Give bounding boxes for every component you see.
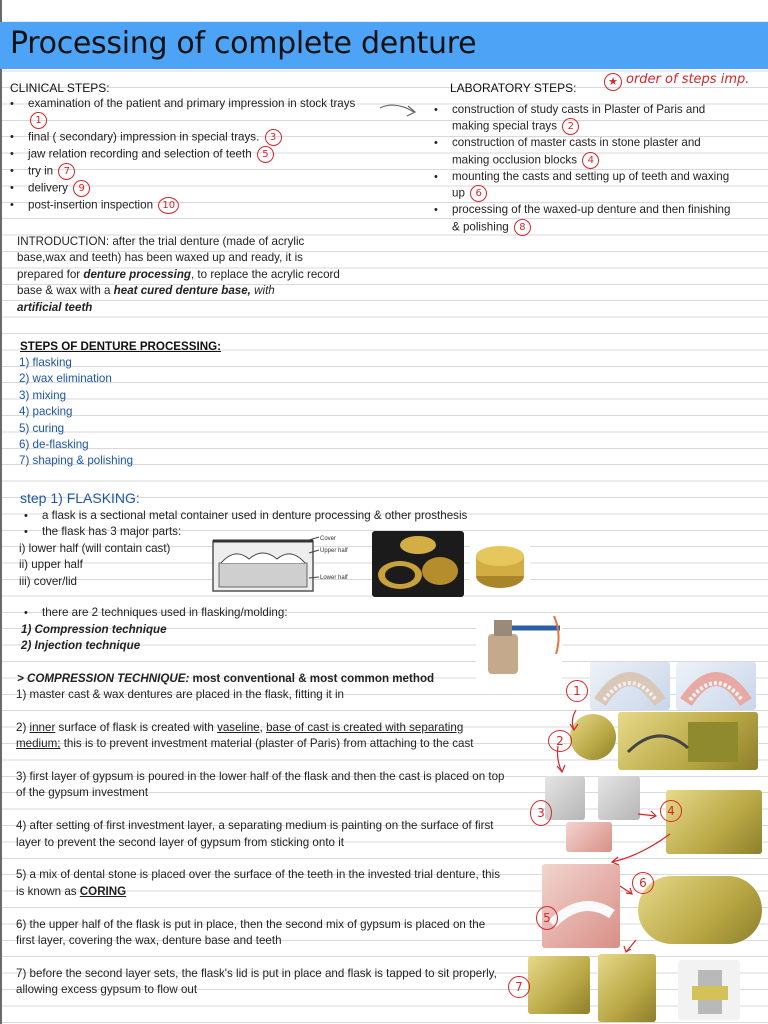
figure-mark: 1	[566, 680, 588, 702]
compression-step: 7) before the second layer sets, the flask's lid is put in place and flask is tapped to sit properly, allowing excess gypsum to flow out	[16, 966, 497, 997]
annotation-circle: 2	[562, 118, 579, 135]
injection-flask-photo	[476, 614, 562, 680]
annotation-circle: 9	[73, 180, 90, 197]
steps-list	[19, 355, 133, 470]
flasking-heading: step 1) FLASKING:	[20, 490, 140, 506]
arrow-icon	[520, 690, 768, 990]
flask-part: iii) cover/lid	[19, 574, 77, 588]
page-title: Processing of complete denture	[10, 26, 477, 61]
compression-step: 4) after setting of first investment layer, a separating medium is painting on the surface of first layer to prevent the second layer of gypsum from sticking onto it	[16, 819, 494, 849]
intro-text: , to replace the acrylic record base & wax with a	[17, 267, 340, 298]
flasking-bullet: • the flask has 3 major parts:	[20, 524, 520, 540]
clinical-item: • delivery 9	[6, 180, 366, 197]
compression-step: 1) master cast & wax dentures are placed in the flask, fitting it in	[16, 688, 344, 701]
compression-step: 5) a mix of dental stone is placed over the surface of the teeth in the invested trial denture, this is known as CORING	[16, 868, 500, 898]
laboratory-heading: LABORATORY STEPS:	[450, 81, 577, 95]
page-margin-rule	[0, 0, 2, 1024]
step-item: 6) de-flasking	[19, 437, 89, 451]
steps-heading: STEPS OF DENTURE PROCESSING:	[20, 340, 221, 353]
annotation-circle: 4	[582, 152, 599, 169]
figure-mark: 4	[660, 800, 682, 822]
laboratory-list	[430, 102, 740, 236]
flasking-bullet: • a flask is a sectional metal container used in denture processing & other prosthesis	[20, 508, 520, 524]
annotation-circle: 1	[30, 112, 47, 129]
flask-part: ii) upper half	[19, 558, 83, 572]
clinical-item: • try in 7	[6, 163, 366, 180]
figure-mark: 2	[548, 730, 572, 752]
star-circle-icon: ★	[604, 72, 622, 91]
intro-emphasis: artificial teeth	[17, 300, 93, 314]
laboratory-item: • construction of master casts in stone plaster and making occlusion blocks 4	[430, 135, 740, 168]
flask-parts-photo	[372, 531, 464, 597]
annotation-circle: 5	[257, 146, 274, 163]
intro-text: with	[250, 284, 275, 298]
compression-heading	[17, 671, 434, 687]
clinical-heading: CLINICAL STEPS:	[10, 81, 110, 95]
annotation-circle: 7	[58, 163, 75, 180]
intro-emphasis: denture processing	[83, 267, 191, 281]
compression-heading-rest: most conventional & most common method	[189, 672, 435, 685]
annotation-circle: 3	[265, 129, 282, 146]
compression-steps	[16, 687, 506, 1015]
diagram-label-lower: Lower half	[320, 575, 348, 581]
figure-mark: 5	[536, 906, 558, 930]
arrow-icon	[378, 100, 418, 122]
intro-text: INTRODUCTION: after the trial denture (made of acrylic base,wax and teeth) has been waxed up and ready, it is prepared for	[17, 235, 305, 281]
compression-heading-label: > COMPRESSION TECHNIQUE:	[17, 672, 190, 685]
flask-parts-list	[19, 541, 170, 590]
step-item: 2) wax elimination	[19, 372, 112, 386]
intro-emphasis: heat cured denture base,	[113, 284, 251, 298]
introduction-paragraph	[17, 234, 347, 316]
laboratory-item: • mounting the casts and setting up of teeth and waxing up 6	[430, 169, 740, 202]
step-item: 7) shaping & polishing	[19, 454, 134, 468]
compression-step: 6) the upper half of the flask is put in place, then the second mix of gypsum is placed on the first layer, covering the wax, denture base and teeth	[16, 917, 486, 948]
technique-2: 2) Injection technique	[21, 639, 141, 652]
step-item: 5) curing	[19, 421, 65, 435]
compression-step: 3) first layer of gypsum is poured in the lower half of the flask and then the cast is placed on top of the gypsum investment	[16, 770, 505, 800]
annotation-circle: 6	[470, 185, 487, 202]
compression-step: 2) inner surface of flask is created with vaseline, base of cast is created with separating medium; this is to prevent investment material (plaster of Paris) from attaching to the cast	[16, 720, 474, 751]
figure-mark: 3	[530, 800, 552, 826]
figure-mark: 7	[508, 976, 530, 998]
step-item: 4) packing	[19, 405, 73, 419]
flask-closed-photo	[470, 540, 530, 592]
flask-part: i) lower half (will contain cast)	[19, 542, 171, 555]
diagram-label-cover: Cover	[320, 536, 337, 542]
clinical-item: • jaw relation recording and selection of teeth 5	[6, 146, 366, 163]
annotation-circle: 10	[158, 197, 179, 214]
step-item: 3) mixing	[19, 388, 67, 402]
flask-diagram	[205, 533, 355, 599]
step-item: 1) flasking	[19, 356, 72, 369]
diagram-label-upper: Upper half	[320, 548, 348, 554]
technique-1: 1) Compression technique	[21, 623, 167, 636]
clinical-item: • final ( secondary) impression in special trays. 3	[6, 129, 366, 146]
laboratory-item: • processing of the waxed-up denture and then finishing & polishing 8	[430, 202, 740, 235]
technique-intro: • there are 2 techniques used in flasking/molding:	[20, 605, 420, 621]
laboratory-item: • construction of study casts in Plaster of Paris and making special trays 2	[430, 102, 740, 135]
clinical-item: • examination of the patient and primary impression in stock trays 1	[6, 96, 368, 129]
figure-mark: 6	[632, 872, 654, 894]
annotation-circle: 8	[514, 219, 531, 236]
clinical-list	[6, 96, 366, 214]
annotation-note: order of steps imp.	[626, 72, 750, 87]
technique-bullet	[20, 605, 420, 621]
clinical-item: • post-insertion inspection 10	[6, 197, 366, 214]
